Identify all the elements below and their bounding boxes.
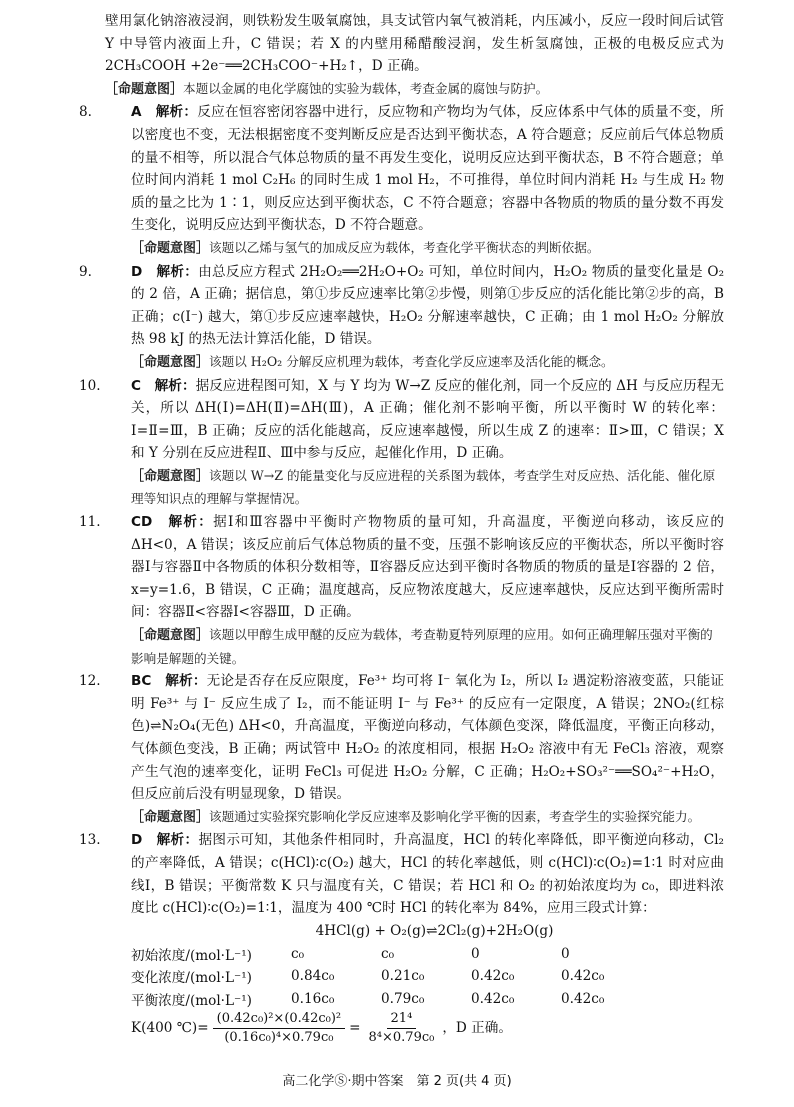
intent-tag: ［命题意图］ — [131, 468, 210, 484]
q8-analysis: 反应在恒容密闭容器中进行，反应物和产物均为气体，反应体系中气体的质量不变，所以密度也不变，无法根据密度不变判断反应是否达到平衡状态，A 符合题意；反应前后气体总物质的量不相等，所以混合气体总物质的量不再发生变化，说明反应达到平衡状态，B 不符合题意；单位时间内消耗 1 mol C₂H₆ 的同时生成 1 mol H₂，不可推得，单位时间内消耗 H₂ 与生成 H₂ 物质的量之比为 1∶1，则反应达到平衡状态，C 不符合题意；容器中各物质的物质的量分数不再发生变化，说明反应达到平衡状态，D 不符合题意。 — [131, 104, 725, 234]
q7-intent — [105, 78, 724, 102]
intent-tag: ［命题意图］ — [105, 81, 184, 97]
equilibrium-constant — [105, 1010, 724, 1047]
intent-tag: ［命题意图］ — [131, 240, 210, 256]
ice-cell: 0.42c₀ — [561, 990, 605, 1007]
ice-cell: 0 — [471, 945, 480, 962]
k-numerator-1: (0.42c₀)²×(0.42c₀)² — [213, 1010, 345, 1029]
q9-number: 9. — [79, 263, 92, 280]
k-equals: = — [349, 1020, 361, 1037]
intent-tag: ［命题意图］ — [131, 628, 210, 644]
ice-row-equilibrium — [131, 988, 651, 1011]
q12-intent — [105, 806, 724, 830]
analysis-label: 解析： — [156, 263, 199, 280]
ice-cell: c₀ — [291, 945, 305, 962]
k-denominator-1: (0.16c₀)⁴×0.79c₀ — [224, 1030, 334, 1046]
analysis-label: 解析： — [154, 377, 196, 394]
q11-text — [79, 511, 725, 624]
k-lhs: K(400 ℃)= — [131, 1020, 209, 1037]
ice-row-label: 变化浓度/(mol·L⁻¹) — [131, 970, 252, 987]
k-tail: ，D 正确。 — [442, 1020, 512, 1037]
intent-text: 该题通过实验探究影响化学反应速率及影响化学平衡的因素，考查学生的实验探究能力。 — [209, 808, 701, 824]
q10-answer: C — [131, 377, 141, 394]
k-denominator-2: 8⁴×0.79c₀ — [368, 1030, 435, 1046]
q13-number: 13. — [79, 832, 101, 849]
k-numerator-2: 21⁴ — [387, 1010, 417, 1029]
q7-tail — [105, 10, 724, 101]
analysis-label: 解析： — [155, 104, 198, 121]
ice-row-label: 初始浓度/(mol·L⁻¹) — [131, 947, 252, 964]
q13-equation: 4HCl(g) + O₂(g)⇌2Cl₂(g)+2H₂O(g) — [315, 922, 554, 939]
intent-text: 该题以 H₂O₂ 分解反应机理为载体，考查化学反应速率及活化能的概念。 — [209, 353, 614, 369]
q13-answer: D — [131, 832, 143, 849]
q7-text: 壁用氯化钠溶液浸润，则铁粉发生吸氧腐蚀，具支试管内氧气被消耗，内压减小，反应一段时间后试管 Y 中导管内液面上升，C 错误；若 X 的内壁用稀醋酸浸润，发生析氢腐蚀，正极的电极反应式为 2CH₃COOH +2e⁻══2CH₃COO⁻+H₂↑，D 正确。 — [105, 13, 724, 75]
q8 — [79, 101, 725, 260]
ice-cell: 0.42c₀ — [471, 990, 515, 1007]
q12 — [79, 670, 725, 829]
q8-intent — [105, 237, 724, 261]
ice-cell: 0.84c₀ — [291, 968, 335, 985]
q8-answer: A — [131, 104, 142, 121]
q12-answer: BC — [131, 673, 152, 690]
ice-table — [131, 942, 651, 1010]
q10-analysis: 据反应进程图可知，X 与 Y 均为 W→Z 反应的催化剂，同一个反应的 ΔH 与反应历程无关，所以 ΔH(Ⅰ)=ΔH(Ⅱ)=ΔH(Ⅲ)，A 正确；催化剂不影响平衡，所以平衡时 W 的转化率：Ⅰ=Ⅱ=Ⅲ，B 正确；反应的活化能越高，反应速率越慢，所以生成 Z 的速率：Ⅱ>Ⅲ，C 错误；X 和 Y 分别在反应进程Ⅱ、Ⅲ中参与反应，起催化作用，D 正确。 — [131, 377, 725, 462]
page-footer: 高二化学Ⓢ·期中答案 第 2 页(共 4 页) — [282, 1074, 512, 1089]
intent-text: 本题以金属的电化学腐蚀的实验为载体，考查金属的腐蚀与防护。 — [183, 80, 549, 96]
ice-cell: 0 — [561, 945, 570, 962]
q9 — [79, 261, 725, 375]
q10-intent — [105, 465, 724, 511]
k-fraction-2 — [365, 1010, 439, 1047]
q10 — [79, 375, 725, 512]
intent-text: 该题以 W→Z 的能量变化与反应进程的关系图为载体，考查学生对反应热、活化能、催化原理等知识点的理解与掌握情况。 — [131, 467, 716, 507]
ice-cell: 0.21c₀ — [381, 968, 425, 985]
intent-text: 该题以甲醇生成甲醚的反应为载体，考查勒夏特列原理的应用。如何正确理解压强对平衡的影响是解题的关键。 — [131, 627, 713, 666]
ice-row-label: 平衡浓度/(mol·L⁻¹) — [131, 992, 252, 1009]
ice-cell: 0.42c₀ — [471, 968, 515, 985]
q12-analysis: 无论是否存在反应限度，Fe³⁺ 均可将 I⁻ 氧化为 I₂，所以 I₂ 遇淀粉溶液变蓝，只能证明 Fe³⁺ 与 I⁻ 反应生成了 I₂，而不能证明 I⁻ 与 Fe³⁺ 的反应有一定限度，A 错误；2NO₂(红棕色)⇌N₂O₄(无色) ΔH<0，升高温度，平衡逆向移动，气体颜色变深，降低温度，平衡正向移动，气体颜色变浅，B 正确；两试管中 H₂O₂ 的浓度相同，根据 H₂O₂ 溶液中有无 FeCl₃ 溶液，观察产生气泡的速率变化，证明 FeCl₃ 可促进 H₂O₂ 分解，C 正确；H₂O₂+SO₃²⁻══SO₄²⁻+H₂O，但反应前后没有明显现象，D 错误。 — [131, 673, 725, 803]
q12-number: 12. — [79, 673, 101, 690]
q11-analysis: 据Ⅰ和Ⅲ容器中平衡时产物物质的量可知，升高温度，平衡逆向移动，该反应的 ΔH<0，A 错误；该反应前后气体总物质的量不变，压强不影响该反应的平衡状态，所以平衡时容器Ⅰ与容器Ⅱ中各物质的体积分数相等，Ⅱ容器反应达到平衡时各物质的物质的量是Ⅰ容器的 2 倍，x=y=1.6，B 错误，C 正确；温度越高，反应物浓度越大，反应速率越快，反应达到平衡所需时间：容器Ⅱ<容器Ⅰ<容器Ⅲ，D 正确。 — [131, 514, 725, 621]
q12-text — [79, 670, 725, 806]
intent-text: 该题以乙烯与氢气的加成反应为载体，考查化学平衡状态的判断依据。 — [209, 239, 600, 255]
q11-intent — [105, 624, 724, 670]
q10-text — [79, 375, 725, 465]
q13-text — [79, 829, 725, 919]
k-fraction-1 — [213, 1010, 345, 1047]
q9-text — [79, 261, 725, 351]
q8-number: 8. — [79, 104, 92, 121]
q11-number: 11. — [79, 514, 101, 531]
q8-text — [79, 101, 725, 237]
q9-answer: D — [131, 263, 143, 280]
ice-row-initial — [131, 942, 651, 965]
intent-tag: ［命题意图］ — [131, 809, 210, 825]
ice-row-change — [131, 965, 651, 988]
q11-answer: CD — [131, 514, 153, 531]
ice-cell: 0.16c₀ — [291, 990, 335, 1007]
analysis-label: 解析： — [168, 514, 214, 531]
analysis-label: 解析： — [156, 832, 199, 849]
ice-cell: c₀ — [381, 945, 395, 962]
q10-number: 10. — [79, 377, 101, 394]
intent-tag: ［命题意图］ — [131, 354, 210, 370]
q13 — [79, 829, 725, 1047]
q13-analysis: 据图示可知，其他条件相同时，升高温度，HCl 的转化率降低，即平衡逆向移动，Cl₂ 的产率降低，A 错误；c(HCl)∶c(O₂) 越大，HCl 的转化率越低，则 c(HCl)∶c(O₂)=1∶1 时对应曲线Ⅰ，B 错误；平衡常数 K 只与温度有关，C 错误；若 HCl 和 O₂ 的初始浓度均为 c₀，即进料浓度比 c(HCl)∶c(O₂)=1∶1，温度为 400 ℃时 HCl 的转化率为 84%，应用三段式计算： — [131, 832, 725, 917]
analysis-label: 解析： — [165, 673, 207, 690]
q9-intent — [105, 351, 724, 375]
q9-analysis: 由总反应方程式 2H₂O₂══2H₂O+O₂ 可知，单位时间内，H₂O₂ 物质的量变化量是 O₂ 的 2 倍，A 正确；据信息，第①步反应速率比第②步慢，则第①步反应的活化能比第②步的高，B 正确；c(I⁻) 越大，第①步反应速率越快，H₂O₂ 分解速率越快，C 正确；由 1 mol H₂O₂ 分解放热 98 kJ 的热无法计算活化能，D 错误。 — [131, 263, 725, 348]
ice-cell: 0.42c₀ — [561, 968, 605, 985]
q11 — [79, 511, 725, 670]
ice-cell: 0.79c₀ — [381, 990, 425, 1007]
